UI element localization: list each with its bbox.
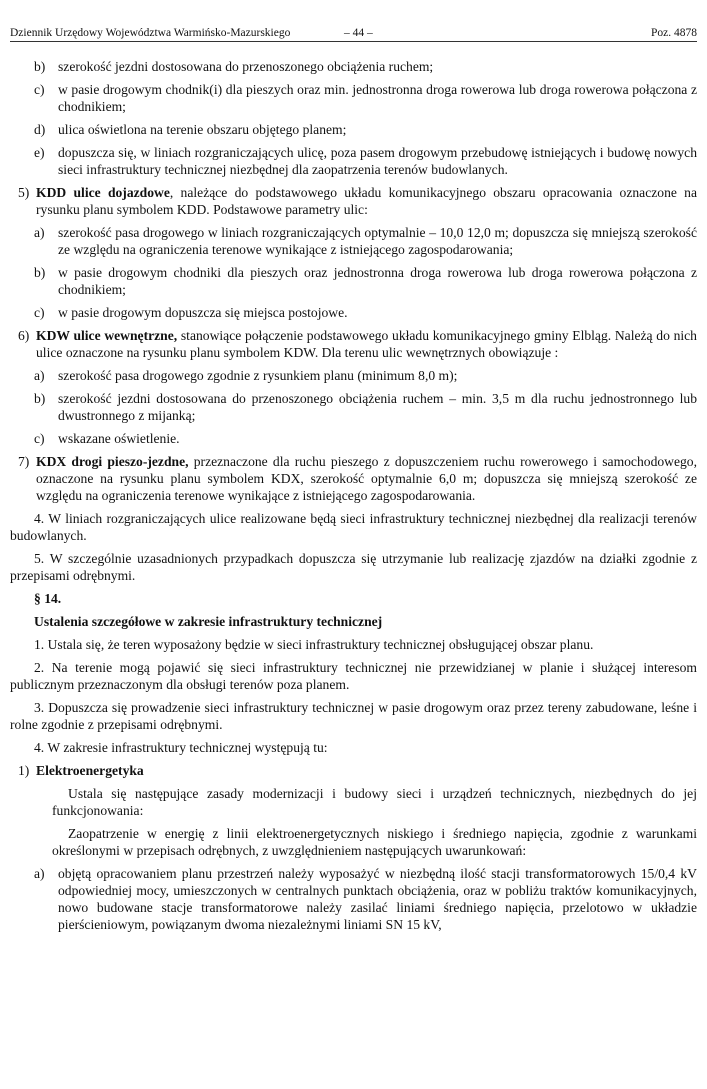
list-marker: 5) bbox=[18, 185, 30, 200]
list-item bbox=[10, 453, 697, 504]
list-subitem bbox=[10, 144, 697, 178]
indented-paragraph: Zaopatrzenie w energię z linii elektroenergetycznych niskiego i średniego napięcia, zgodnie z warunkami określonymi w przepisach odrębnych, z uwzględnieniem następujących uwarunkowań: bbox=[52, 826, 697, 858]
item-text: ulica oświetlona na terenie obszaru objętego planem; bbox=[58, 122, 347, 137]
paragraph: 4. W zakresie infrastruktury technicznej występują tu: bbox=[34, 740, 328, 755]
paragraph: 3. Dopuszcza się prowadzenie sieci infrastruktury technicznej w pasie drogowym oraz przez tereny zabudowane, leśne i rolne zgodnie z przepisami odrębnymi. bbox=[10, 700, 697, 732]
section-heading bbox=[10, 613, 697, 630]
indented-paragraph: Ustala się następujące zasady modernizacji i budowy sieci i urządzeń technicznych, niezbędnych do jej funkcjonowania: bbox=[52, 786, 697, 818]
list-marker: b) bbox=[34, 59, 46, 74]
list-subitem bbox=[10, 121, 697, 138]
list-item bbox=[10, 327, 697, 361]
list-marker: a) bbox=[34, 866, 45, 881]
item-text: w pasie drogowym dopuszcza się miejsca postojowe. bbox=[58, 305, 348, 320]
item-text: objętą opracowaniem planu przestrzeń należy wyposażyć w niezbędną ilość stacji transformatorowych 15/0,4 kV odpowiedniej mocy, umieszczonych w centralnych punktach obciążenia, oraz w pobliżu traktów komunikacyjnych, nowo budowane stacje transformatorowe należy zasilać liniami średniego napięcia, przelotowo w układzie pierścieniowym, powiązanym dwoma niezależnymi liniami SN 15 kV, bbox=[58, 866, 697, 932]
heading-text: § 14. bbox=[34, 591, 62, 606]
list-marker: 6) bbox=[18, 328, 30, 343]
item-text: przeznaczone dla ruchu pieszego z dopuszczeniem ruchu rowerowego i samochodowego, oznaczone na rysunku planu symbolem KDX, szerokość optymalnie 6,0 m; dopuszcza się mniejszą szerokość ze względu na ograniczenia terenowe wynikające z istniejącego zagospodarowania. bbox=[36, 454, 697, 503]
list-subitem bbox=[10, 865, 697, 933]
page-number: – 44 – bbox=[344, 27, 373, 39]
item-text: szerokość pasa drogowego zgodnie z rysunkiem planu (minimum 8,0 m); bbox=[58, 368, 458, 383]
paragraph: 2. Na terenie mogą pojawić się sieci infrastruktury technicznej nie przewidzianej w planie i służącej interesom publicznym przeznaczonym dla obsługi terenów poza planem. bbox=[10, 660, 697, 692]
item-term: KDD ulice dojazdowe bbox=[36, 185, 170, 200]
list-subitem bbox=[10, 81, 697, 115]
item-text: szerokość jezdni dostosowana do przenoszonego obciążenia ruchem – min. 3,5 m dla ruchu jednostronnego lub dwustronnego z mijanką; bbox=[58, 391, 697, 423]
list-marker: d) bbox=[34, 122, 46, 137]
section-heading bbox=[10, 590, 697, 607]
paragraph: 1. Ustala się, że teren wyposażony będzie w sieci infrastruktury technicznej obsługującej obszar planu. bbox=[34, 637, 594, 652]
list-marker: b) bbox=[34, 265, 46, 280]
item-text: wskazane oświetlenie. bbox=[58, 431, 180, 446]
header-rule bbox=[10, 41, 697, 42]
heading-text: Ustalenia szczegółowe w zakresie infrastruktury technicznej bbox=[34, 614, 383, 629]
page-header bbox=[10, 26, 697, 40]
list-subitem bbox=[10, 304, 697, 321]
item-term: Elektroenergetyka bbox=[36, 763, 144, 778]
list-marker: c) bbox=[34, 82, 45, 97]
list-subitem bbox=[10, 264, 697, 298]
document-body bbox=[10, 58, 697, 939]
list-subitem bbox=[10, 367, 697, 384]
list-marker: 1) bbox=[18, 763, 30, 778]
item-term: KDX drogi pieszo-jezdne, bbox=[36, 454, 189, 469]
paragraph: 4. W liniach rozgraniczających ulice realizowane będą sieci infrastruktury technicznej niezbędnej dla realizacji terenów budowlanych. bbox=[10, 511, 697, 543]
list-marker: a) bbox=[34, 368, 45, 383]
list-marker: e) bbox=[34, 145, 45, 160]
item-term: KDW ulice wewnętrzne, bbox=[36, 328, 178, 343]
list-item bbox=[10, 762, 697, 779]
list-subitem bbox=[10, 58, 697, 75]
list-marker: b) bbox=[34, 391, 46, 406]
item-text: szerokość jezdni dostosowana do przenoszonego obciążenia ruchem; bbox=[58, 59, 434, 74]
item-text: w pasie drogowym chodnik(i) dla pieszych oraz min. jednostronna droga rowerowa lub droga rowerowa połączona z chodnikiem; bbox=[58, 82, 697, 114]
list-marker: c) bbox=[34, 305, 45, 320]
list-marker: a) bbox=[34, 225, 45, 240]
list-subitem bbox=[10, 390, 697, 424]
list-subitem bbox=[10, 224, 697, 258]
list-marker: c) bbox=[34, 431, 45, 446]
item-text: w pasie drogowym chodniki dla pieszych oraz jednostronna droga rowerowa lub droga rowerowa połączona z chodnikiem; bbox=[58, 265, 697, 297]
item-text: szerokość pasa drogowego w liniach rozgraniczających optymalnie – 10,0 12,0 m; dopuszcza się mniejszą szerokość ze względu na ograniczenia terenowe wynikające z istniejącego zagospodarowania; bbox=[58, 225, 697, 257]
list-subitem bbox=[10, 430, 697, 447]
list-item bbox=[10, 184, 697, 218]
paragraph: 5. W szczególnie uzasadnionych przypadkach dopuszcza się utrzymanie lub realizację zjazdów na działki zgodnie z przepisami odrębnymi. bbox=[10, 551, 697, 583]
item-text: , należące do podstawowego układu komunikacyjnego obszaru opracowania oznaczone na rysunku planu symbolem KDD. Podstawowe parametry ulic: bbox=[36, 185, 698, 217]
publication-title: Dziennik Urzędowy Województwa Warmińsko-Mazurskiego bbox=[10, 27, 291, 39]
item-text: stanowiące połączenie podstawowego układu komunikacyjnego gminy Elbląg. Należą do nich ulice oznaczone na rysunku planu symbolem KDW. Dla terenu ulic wewnętrznych obowiązuje : bbox=[36, 328, 697, 360]
item-text: dopuszcza się, w liniach rozgraniczających ulicę, poza pasem drogowym przebudowę istniejących i budowę nowych sieci infrastruktury technicznej niezbędnej dla zaopatrzenia terenów budowlanych. bbox=[58, 145, 697, 177]
list-marker: 7) bbox=[18, 454, 30, 469]
position-number: Poz. 4878 bbox=[651, 27, 697, 39]
